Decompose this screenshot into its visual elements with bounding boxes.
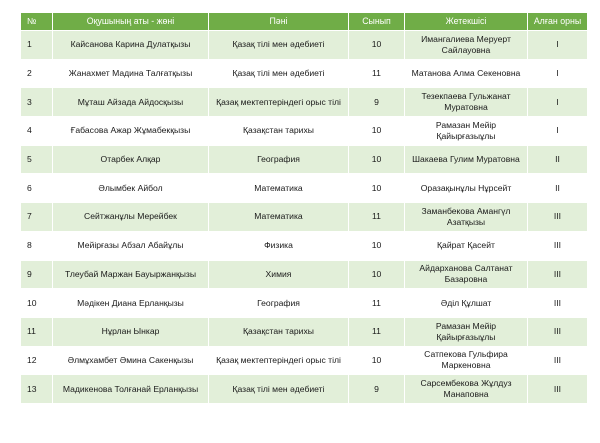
cell-number: 3: [21, 88, 53, 117]
cell-grade-level: 10: [349, 145, 405, 174]
header-subject: Пәні: [209, 13, 349, 31]
cell-supervisor: Матанова Алма Секеновна: [405, 59, 528, 88]
cell-place: III: [528, 317, 588, 346]
cell-grade-level: 9: [349, 88, 405, 117]
table-row: [21, 88, 588, 117]
cell-supervisor: Имангалиева Меруерт Сайлауовна: [405, 31, 528, 60]
cell-student-name: Мұташ Айзада Айдосқызы: [53, 88, 209, 117]
cell-grade-level: 11: [349, 317, 405, 346]
cell-supervisor: Сарсембекова Жұлдуз Манаповна: [405, 375, 528, 404]
cell-number: 4: [21, 117, 53, 146]
cell-number: 9: [21, 260, 53, 289]
cell-place: III: [528, 375, 588, 404]
cell-supervisor: Сатпекова Гульфира Маркеновна: [405, 346, 528, 375]
cell-subject: Қазақ тілі мен әдебиеті: [209, 31, 349, 60]
cell-subject: Физика: [209, 231, 349, 260]
table-row: [21, 375, 588, 404]
cell-supervisor: Заманбекова Амангүл Азатқызы: [405, 203, 528, 232]
table-header-row: [21, 13, 588, 31]
cell-number: 7: [21, 203, 53, 232]
table-row: [21, 231, 588, 260]
cell-supervisor: Әділ Құлшат: [405, 289, 528, 318]
cell-number: 8: [21, 231, 53, 260]
cell-place: II: [528, 145, 588, 174]
header-supervisor: Жетекшісі: [405, 13, 528, 31]
cell-subject: Химия: [209, 260, 349, 289]
cell-supervisor: Қайрат Қасейт: [405, 231, 528, 260]
cell-place: III: [528, 203, 588, 232]
cell-student-name: Мәдікен Диана Ерланқызы: [53, 289, 209, 318]
table-row: [21, 346, 588, 375]
cell-student-name: Мадикенова Толғанай Ерланқызы: [53, 375, 209, 404]
cell-place: I: [528, 59, 588, 88]
cell-supervisor: Рамазан Мейір Қайырғазыұлы: [405, 317, 528, 346]
cell-supervisor: Тезекпаева Гульжанат Муратовна: [405, 88, 528, 117]
table-row: [21, 289, 588, 318]
header-place: Алған орны: [528, 13, 588, 31]
cell-grade-level: 9: [349, 375, 405, 404]
cell-subject: География: [209, 145, 349, 174]
cell-place: III: [528, 289, 588, 318]
cell-student-name: Жанахмет Мадина Талғатқызы: [53, 59, 209, 88]
cell-grade-level: 10: [349, 174, 405, 203]
cell-number: 11: [21, 317, 53, 346]
results-table-container: [20, 12, 587, 404]
table-row: [21, 203, 588, 232]
cell-supervisor: Шакаева Гулим Муратовна: [405, 145, 528, 174]
cell-subject: Қазақстан тарихы: [209, 117, 349, 146]
cell-subject: Қазақ мектептеріндегі орыс тілі: [209, 346, 349, 375]
cell-subject: Математика: [209, 203, 349, 232]
header-grade-level: Сынып: [349, 13, 405, 31]
cell-subject: Қазақ тілі мен әдебиеті: [209, 59, 349, 88]
header-number: №: [21, 13, 53, 31]
header-student-name: Оқушының аты - жөні: [53, 13, 209, 31]
cell-subject: Қазақ мектептеріндегі орыс тілі: [209, 88, 349, 117]
cell-place: II: [528, 174, 588, 203]
table-row: [21, 117, 588, 146]
cell-place: I: [528, 117, 588, 146]
cell-number: 10: [21, 289, 53, 318]
cell-grade-level: 10: [349, 117, 405, 146]
table-row: [21, 317, 588, 346]
cell-subject: Математика: [209, 174, 349, 203]
cell-student-name: Отарбек Алқар: [53, 145, 209, 174]
cell-place: I: [528, 31, 588, 60]
cell-grade-level: 10: [349, 231, 405, 260]
cell-number: 13: [21, 375, 53, 404]
cell-student-name: Нұрлан Ынкар: [53, 317, 209, 346]
cell-student-name: Тлеубай Маржан Бауыржанқызы: [53, 260, 209, 289]
cell-grade-level: 10: [349, 346, 405, 375]
cell-subject: Қазақ тілі мен әдебиеті: [209, 375, 349, 404]
cell-place: III: [528, 346, 588, 375]
cell-student-name: Сейтжанұлы Мерейбек: [53, 203, 209, 232]
cell-student-name: Әлымбек Айбол: [53, 174, 209, 203]
cell-student-name: Кайсанова Карина Дулатқызы: [53, 31, 209, 60]
cell-number: 1: [21, 31, 53, 60]
cell-number: 6: [21, 174, 53, 203]
cell-grade-level: 11: [349, 289, 405, 318]
cell-subject: Қазақстан тарихы: [209, 317, 349, 346]
cell-student-name: Мейірғазы Абзал Абайұлы: [53, 231, 209, 260]
table-row: [21, 145, 588, 174]
cell-grade-level: 11: [349, 59, 405, 88]
cell-number: 2: [21, 59, 53, 88]
cell-grade-level: 11: [349, 203, 405, 232]
cell-place: III: [528, 231, 588, 260]
cell-grade-level: 10: [349, 31, 405, 60]
cell-supervisor: Рамазан Мейір Қайырғазыұлы: [405, 117, 528, 146]
cell-student-name: Ғабасова Ажар Жұмабекқызы: [53, 117, 209, 146]
table-body: [21, 31, 588, 404]
cell-number: 12: [21, 346, 53, 375]
cell-number: 5: [21, 145, 53, 174]
cell-supervisor: Оразақынұлы Нұрсейт: [405, 174, 528, 203]
cell-student-name: Әлмұхамбет Әмина Сакенқызы: [53, 346, 209, 375]
results-table: [20, 12, 588, 404]
cell-place: I: [528, 88, 588, 117]
table-row: [21, 174, 588, 203]
table-row: [21, 260, 588, 289]
cell-subject: География: [209, 289, 349, 318]
cell-supervisor: Айдарханова Салтанат Базаровна: [405, 260, 528, 289]
cell-grade-level: 10: [349, 260, 405, 289]
cell-place: III: [528, 260, 588, 289]
table-row: [21, 59, 588, 88]
table-row: [21, 31, 588, 60]
